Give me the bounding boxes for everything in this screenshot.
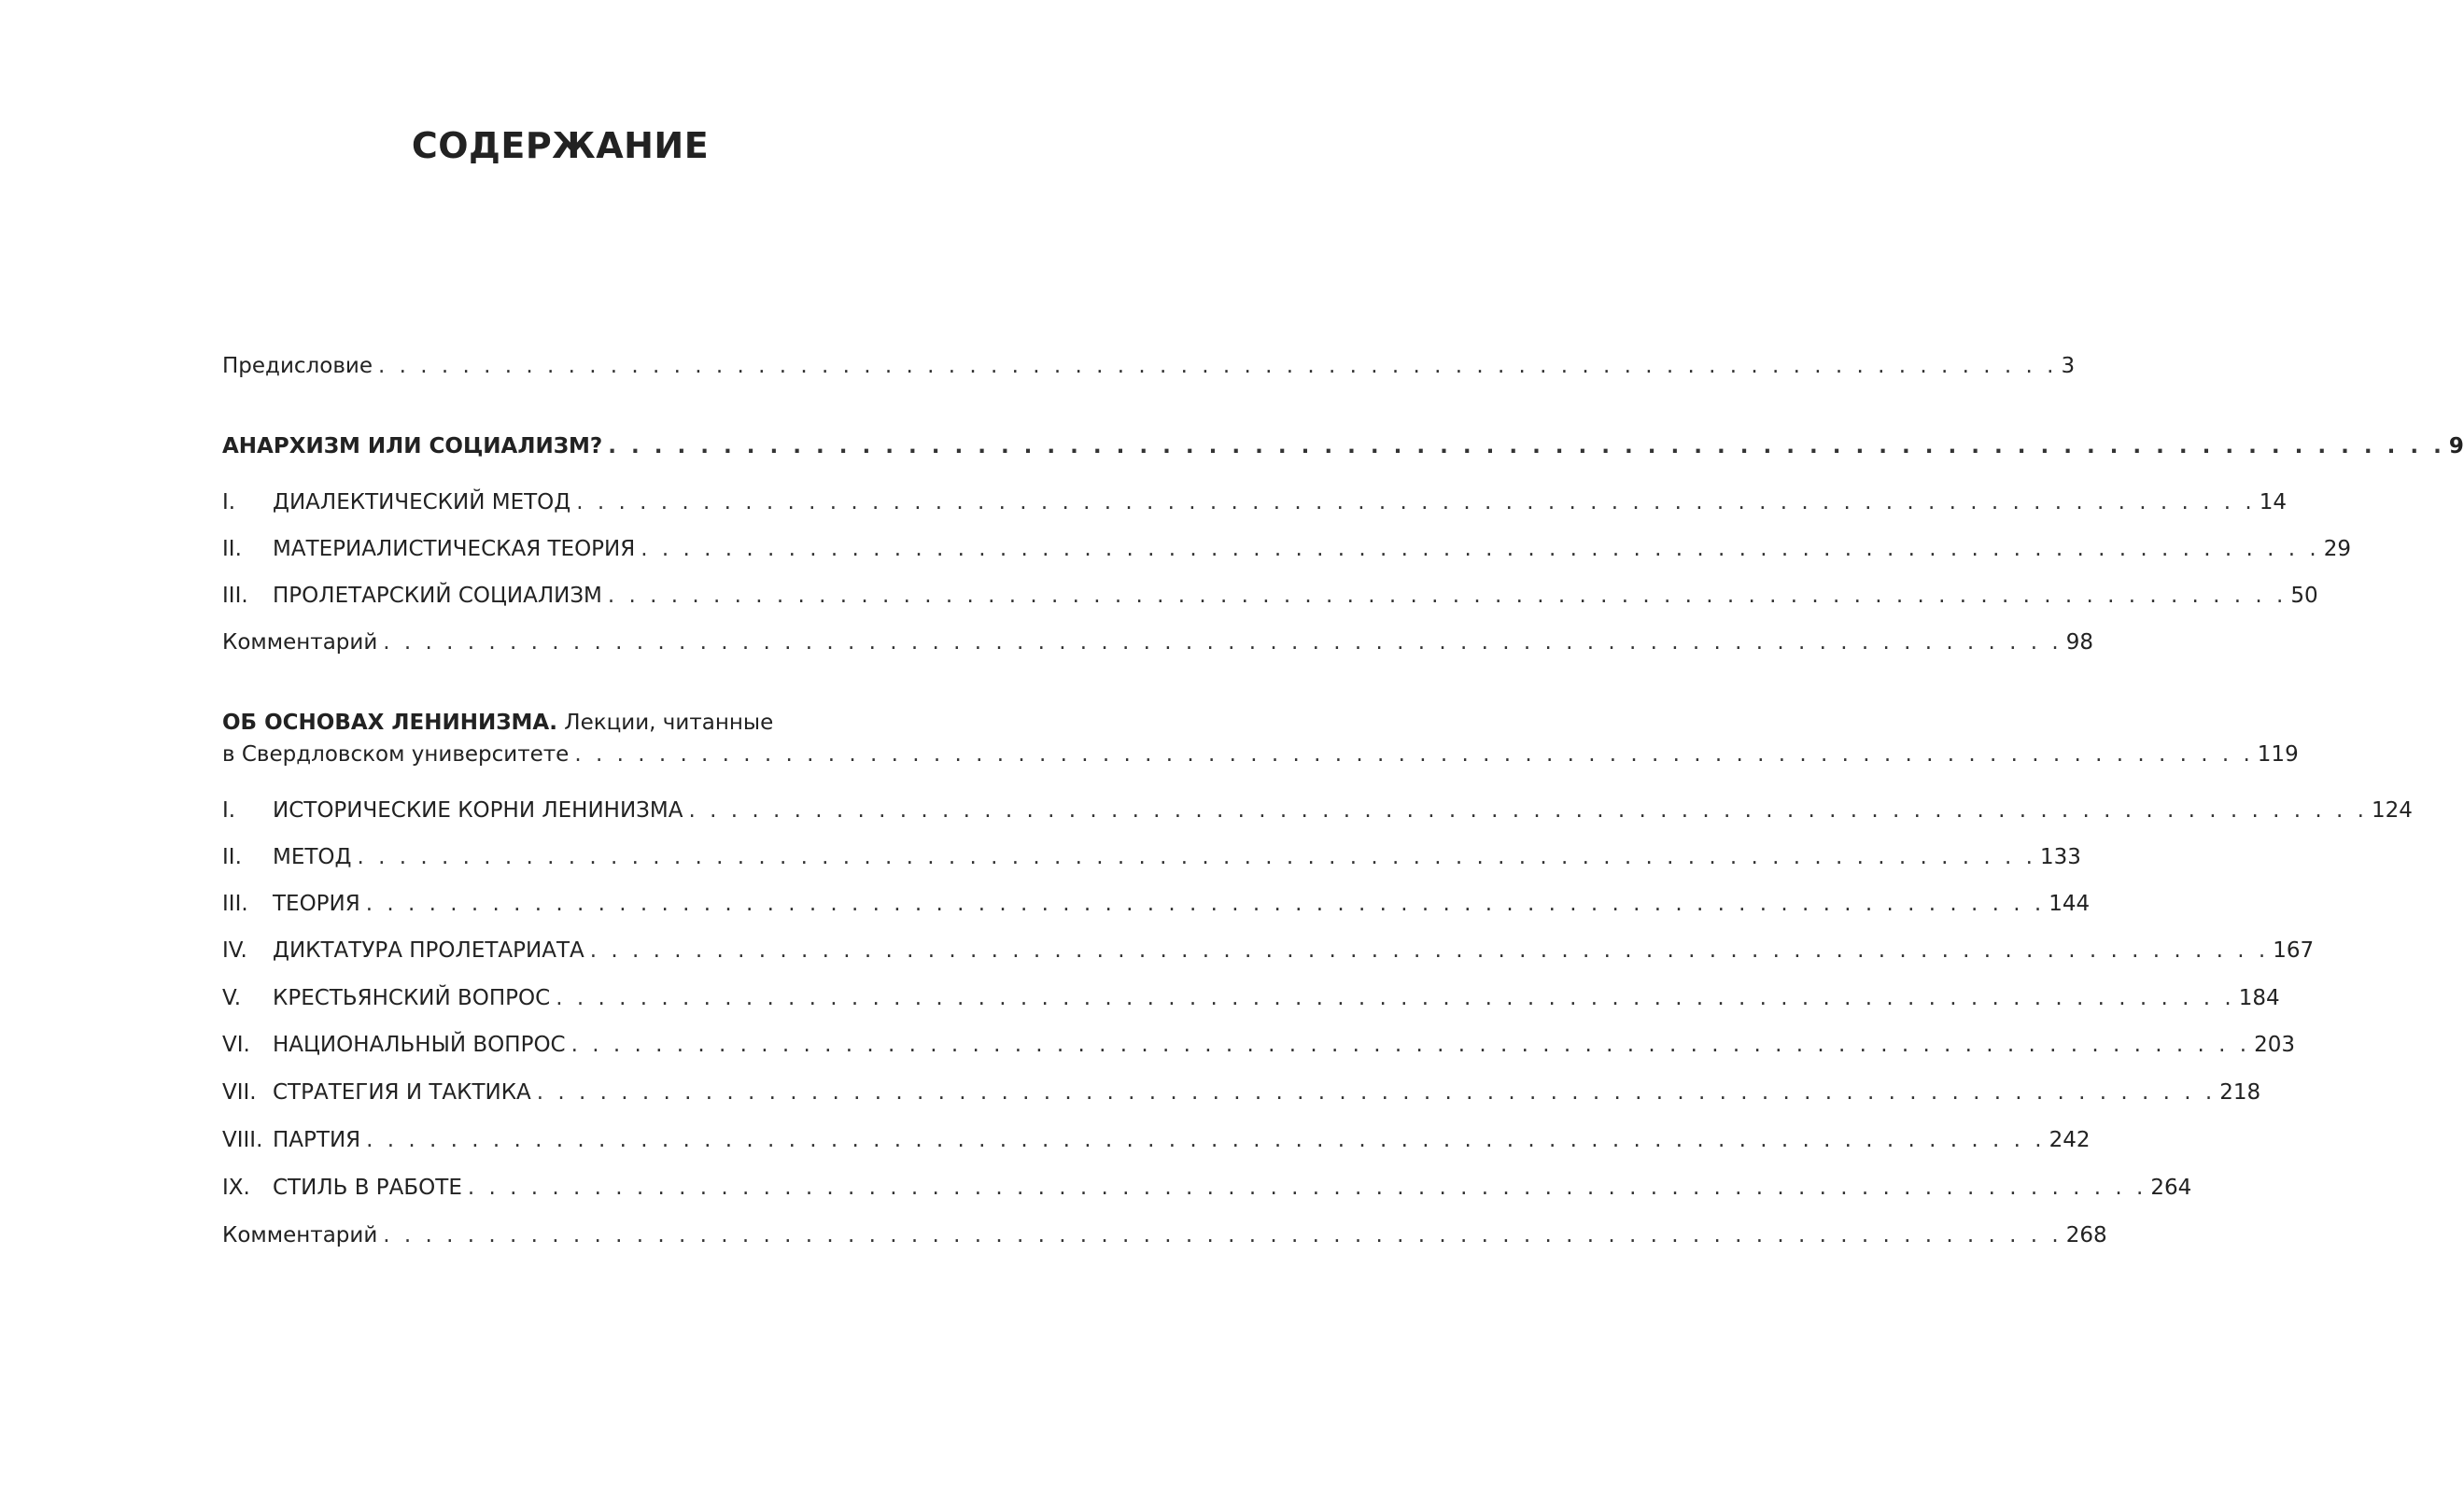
dot-leader: . . . . . . . . . . . . . . . . . . . . . . . . . . . . . . . . . . . . . . . . . . . . . . . . . . . . . . . . . . . . . . . . . . . . . . . . . . . . . . . . <box>383 1223 2063 1247</box>
chapter-label: ИСТОРИЧЕСКИЕ КОРНИ ЛЕНИНИЗМА <box>273 798 683 823</box>
toc-entry-label: Комментарий <box>222 630 378 655</box>
chapter-label: СТИЛЬ В РАБОТЕ <box>273 1176 462 1200</box>
chapter-number: VIII. <box>222 1128 263 1152</box>
chapter-number: II. <box>222 537 242 561</box>
chapter-label: ПАРТИЯ <box>273 1128 361 1152</box>
toc-chapter[interactable] <box>222 486 2287 519</box>
toc-part-subtitle-line2: в Свердловском университете <box>222 742 570 767</box>
dot-leader: . . . . . . . . . . . . . . . . . . . . . . . . . . . . . . . . . . . . . . . . . . . . . . . . . . . . . . . . . . . . . . . . . . . . . . . . . . . . . . . . <box>366 1128 2046 1152</box>
toc-part-title: АНАРХИЗМ ИЛИ СОЦИАЛИЗМ? <box>222 434 603 458</box>
toc-chapter[interactable] <box>222 981 2280 1015</box>
toc-entry-page: 268 <box>2065 1223 2107 1247</box>
chapter-label: КРЕСТЬЯНСКИЙ ВОПРОС <box>273 986 551 1010</box>
chapter-number: III. <box>222 892 248 916</box>
chapter-number: III. <box>222 584 248 608</box>
dot-leader: . . . . . . . . . . . . . . . . . . . . . . . . . . . . . . . . . . . . . . . . . . . . . . . . . . . . . . . . . . . . . . . . . . . . . . . . . . . . . . . . <box>641 537 2320 561</box>
page-title: СОДЕРЖАНИЕ <box>411 125 710 166</box>
dot-leader: . . . . . . . . . . . . . . . . . . . . . . . . . . . . . . . . . . . . . . . . . . . . . . . . . . . . . . . . . . . . . . . . . . . . . . . . . . . . . . . . <box>589 938 2270 963</box>
chapter-page: 50 <box>2290 584 2318 608</box>
dot-leader: . . . . . . . . . . . . . . . . . . . . . . . . . . . . . . . . . . . . . . . . . . . . . . . . . . . . . . . . . . . . . . . . . . . . . . . . . . . . . . . . <box>536 1080 2217 1105</box>
dot-leader: . . . . . . . . . . . . . . . . . . . . . . . . . . . . . . . . . . . . . . . . . . . . . . . . . . . . . . . . . . . . . . . . . . . . . . . . . . . . . . . . <box>377 354 2058 378</box>
chapter-page: 144 <box>2049 892 2091 916</box>
chapter-number: II. <box>222 845 242 869</box>
toc-entry-label: Комментарий <box>222 1223 378 1247</box>
chapter-label: ТЕОРИЯ <box>273 892 360 916</box>
toc-chapter[interactable] <box>222 887 2091 921</box>
chapter-page: 133 <box>2039 845 2081 869</box>
toc-chapter[interactable] <box>222 794 2413 827</box>
dot-leader: . . . . . . . . . . . . . . . . . . . . . . . . . . . . . . . . . . . . . . . . . . . . . . . . . . . . . . . . . . . . . . . . . . . . . . . . . . . . . . . . <box>576 490 2256 514</box>
chapter-label: ПРОЛЕТАРСКИЙ СОЦИАЛИЗМ <box>273 584 602 608</box>
dot-leader: . . . . . . . . . . . . . . . . . . . . . . . . . . . . . . . . . . . . . . . . . . . . . . . . . . . . . . . . . . . . . . . . . . . . . . . . . . . . . . . . <box>365 892 2046 916</box>
chapter-page: 167 <box>2273 938 2315 963</box>
toc-part-2[interactable] <box>222 738 2299 771</box>
dot-leader: . . . . . . . . . . . . . . . . . . . . . . . . . . . . . . . . . . . . . . . . . . . . . . . . . . . . . . . . . . . . . . . . . . . . . . . . . . . . . . . . <box>383 630 2063 655</box>
toc-part-subtitle: Лекции, читанные <box>564 711 774 735</box>
toc-chapter[interactable] <box>222 1123 2091 1157</box>
chapter-number: IV. <box>222 938 247 963</box>
toc-chapter[interactable] <box>222 1171 2192 1205</box>
toc-part-page: 119 <box>2257 742 2299 767</box>
dot-leader: . . . . . . . . . . . . . . . . . . . . . . . . . . . . . . . . . . . . . . . . . . . . . . . . . . . . . . . . . . . . . . . . . . . . . . . . . . . . . . . . <box>357 845 2036 869</box>
dot-leader: . . . . . . . . . . . . . . . . . . . . . . . . . . . . . . . . . . . . . . . . . . . . . . . . . . . . . . . . . . . . . . . . . . . . . . . . . . . . . . . . <box>607 584 2288 608</box>
chapter-page: 218 <box>2219 1080 2261 1105</box>
chapter-number: VII. <box>222 1080 257 1105</box>
toc-entry-commentary[interactable] <box>222 626 2094 659</box>
toc-entry-preface[interactable] <box>222 349 2076 383</box>
toc-chapter[interactable] <box>222 532 2351 566</box>
chapter-page: 242 <box>2049 1128 2091 1152</box>
dot-leader: . . . . . . . . . . . . . . . . . . . . . . . . . . . . . . . . . . . . . . . . . . . . . . . . . . . . . . . . . . . . . . . . . . . . . . . . . . . . . . . . <box>608 434 2445 458</box>
toc-part-title: ОБ ОСНОВАХ ЛЕНИНИЗМА. <box>222 711 557 735</box>
dot-leader: . . . . . . . . . . . . . . . . . . . . . . . . . . . . . . . . . . . . . . . . . . . . . . . . . . . . . . . . . . . . . . . . . . . . . . . . . . . . . . . . <box>467 1176 2147 1200</box>
dot-leader: . . . . . . . . . . . . . . . . . . . . . . . . . . . . . . . . . . . . . . . . . . . . . . . . . . . . . . . . . . . . . . . . . . . . . . . . . . . . . . . . <box>688 798 2368 823</box>
chapter-page: 264 <box>2150 1176 2192 1200</box>
dot-leader: . . . . . . . . . . . . . . . . . . . . . . . . . . . . . . . . . . . . . . . . . . . . . . . . . . . . . . . . . . . . . . . . . . . . . . . . . . . . . . . . <box>570 1033 2251 1057</box>
chapter-number: IX. <box>222 1176 250 1200</box>
dot-leader: . . . . . . . . . . . . . . . . . . . . . . . . . . . . . . . . . . . . . . . . . . . . . . . . . . . . . . . . . . . . . . . . . . . . . . . . . . . . . . . . <box>556 986 2235 1010</box>
chapter-label: СТРАТЕГИЯ И ТАКТИКА <box>273 1080 531 1105</box>
chapter-page: 124 <box>2371 798 2413 823</box>
toc-entry-page: 98 <box>2065 630 2094 655</box>
chapter-page: 14 <box>2259 490 2287 514</box>
chapter-label: МЕТОД <box>273 845 352 869</box>
toc-chapter[interactable] <box>222 579 2318 613</box>
toc-part-1[interactable] <box>222 430 2464 463</box>
toc-part-page: 9 <box>2448 434 2464 458</box>
chapter-number: I. <box>222 798 236 823</box>
toc-chapter[interactable] <box>222 1076 2261 1109</box>
toc-entry-commentary[interactable] <box>222 1219 2107 1252</box>
chapter-page: 203 <box>2254 1033 2295 1057</box>
toc-part-2-title[interactable] <box>222 706 773 740</box>
toc-entry-page: 3 <box>2061 354 2076 378</box>
toc-chapter[interactable] <box>222 840 2081 874</box>
chapter-label: ДИКТАТУРА ПРОЛЕТАРИАТА <box>273 938 584 963</box>
chapter-page: 184 <box>2238 986 2280 1010</box>
toc-chapter[interactable] <box>222 1028 2295 1062</box>
dot-leader: . . . . . . . . . . . . . . . . . . . . . . . . . . . . . . . . . . . . . . . . . . . . . . . . . . . . . . . . . . . . . . . . . . . . . . . . . . . . . . . . <box>574 742 2254 767</box>
chapter-number: V. <box>222 986 242 1010</box>
chapter-label: НАЦИОНАЛЬНЫЙ ВОПРОС <box>273 1033 566 1057</box>
chapter-label: ДИАЛЕКТИЧЕСКИЙ МЕТОД <box>273 490 571 514</box>
toc-entry-label: Предисловие <box>222 354 373 378</box>
chapter-page: 29 <box>2323 537 2351 561</box>
chapter-number: VI. <box>222 1033 250 1057</box>
toc-chapter[interactable] <box>222 934 2315 967</box>
chapter-label: МАТЕРИАЛИСТИЧЕСКАЯ ТЕОРИЯ <box>273 537 636 561</box>
chapter-number: I. <box>222 490 236 514</box>
